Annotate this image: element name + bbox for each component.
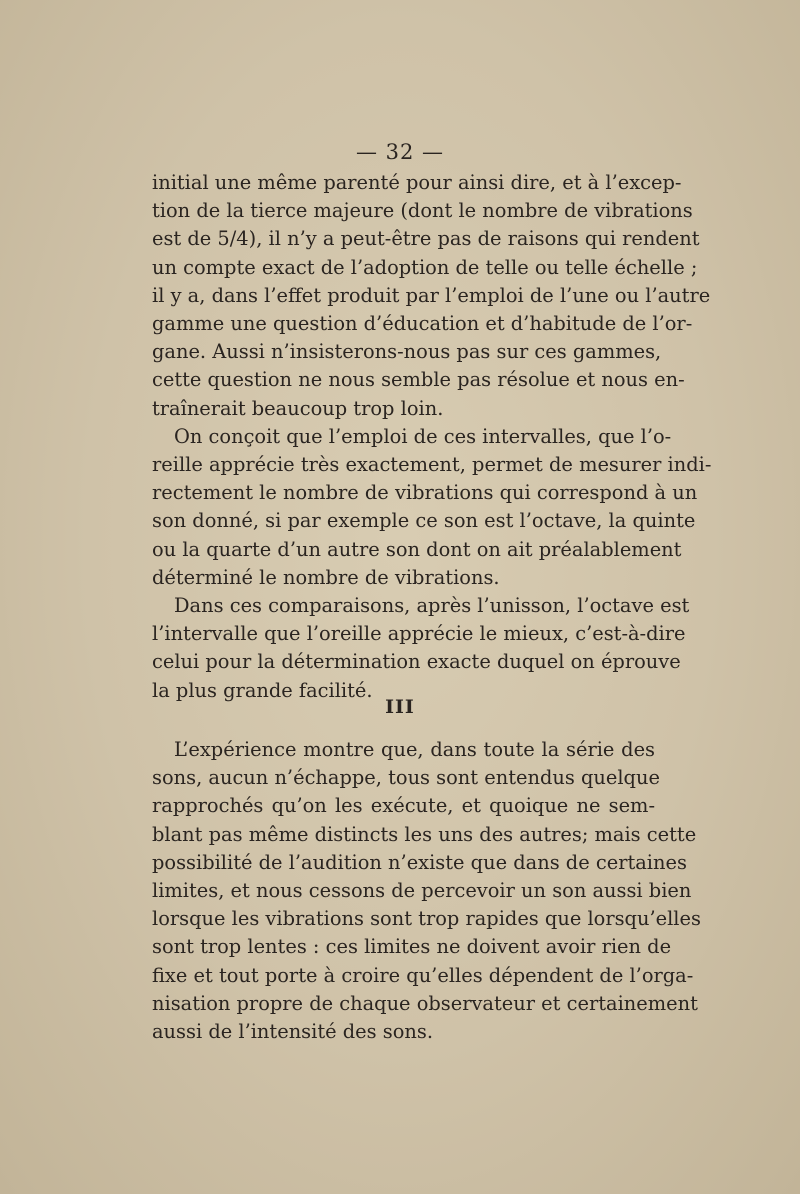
- text-line: l’intervalle que l’oreille apprécie le mieux, c’est-à-dire: [152, 622, 686, 646]
- text-line: celui pour la détermination exacte duquel on éprouve: [152, 650, 681, 674]
- text-line: Dans ces comparaisons, après l’unisson, l’octave est: [174, 594, 690, 618]
- text-line: L’expérience montre que, dans toute la série des: [174, 738, 655, 761]
- paragraph-3: [152, 592, 690, 705]
- text-line: initial une même parenté pour ainsi dire, et à l’excep-: [152, 171, 682, 194]
- text-line: la plus grande facilité.: [152, 678, 373, 702]
- paragraph-2: [152, 423, 712, 592]
- text-line: est de 5/4), il n’y a peut-être pas de raisons qui rendent: [152, 227, 700, 251]
- text-line: nisation propre de chaque observateur et certainement: [152, 991, 698, 1015]
- text-line: rectement le nombre de vibrations qui correspond à un: [152, 481, 698, 505]
- paragraph-4: [152, 736, 701, 1046]
- text-line: On conçoit que l’emploi de ces intervalles, que l’o-: [174, 424, 672, 448]
- text-line: limites, et nous cessons de percevoir un son aussi bien: [152, 879, 692, 903]
- text-block-before-section: [152, 169, 712, 705]
- text-line: reille apprécie très exactement, permet de mesurer indi-: [152, 453, 712, 477]
- text-line: lorsque les vibrations sont trop rapides que lorsqu’elles: [152, 907, 701, 931]
- text-line: cette question ne nous semble pas résolue et nous en-: [152, 368, 685, 392]
- text-line: tion de la tierce majeure (dont le nombre de vibrations: [152, 199, 693, 223]
- text-line: traînerait beaucoup trop loin.: [152, 396, 444, 420]
- text-line: blant pas même distincts les uns des autres; mais cette: [152, 822, 697, 846]
- text-line: possibilité de l’audition n’existe que dans de certaines: [152, 850, 687, 874]
- text-line: son donné, si par exemple ce son est l’octave, la quinte: [152, 509, 696, 533]
- text-line: fixe et tout porte à croire qu’elles dépendent de l’orga-: [152, 963, 694, 987]
- text-line: il y a, dans l’effet produit par l’emploi de l’une ou l’autre: [152, 283, 711, 307]
- text-line: aussi de l’intensité des sons.: [152, 1020, 433, 1044]
- text-block-after-section: [152, 736, 701, 1046]
- paragraph-1: [152, 169, 711, 423]
- text-line: gamme une question d’éducation et d’habitude de l’or-: [152, 312, 693, 336]
- text-line: un compte exact de l’adoption de telle ou telle échelle ;: [152, 255, 698, 279]
- section-heading: III: [385, 696, 415, 718]
- text-line: rapprochés qu’on les exécute, et quoique ne sem-: [152, 794, 655, 818]
- text-line: déterminé le nombre de vibrations.: [152, 565, 500, 589]
- text-line: sons, aucun n’échappe, tous sont entendus quelque: [152, 766, 660, 790]
- text-line: ou la quarte d’un autre son dont on ait préalablement: [152, 537, 682, 561]
- text-line: sont trop lentes : ces limites ne doivent avoir rien de: [152, 935, 672, 959]
- text-line: gane. Aussi n’insisterons-nous pas sur ces gammes,: [152, 340, 662, 364]
- page-number: — 32 —: [355, 140, 445, 164]
